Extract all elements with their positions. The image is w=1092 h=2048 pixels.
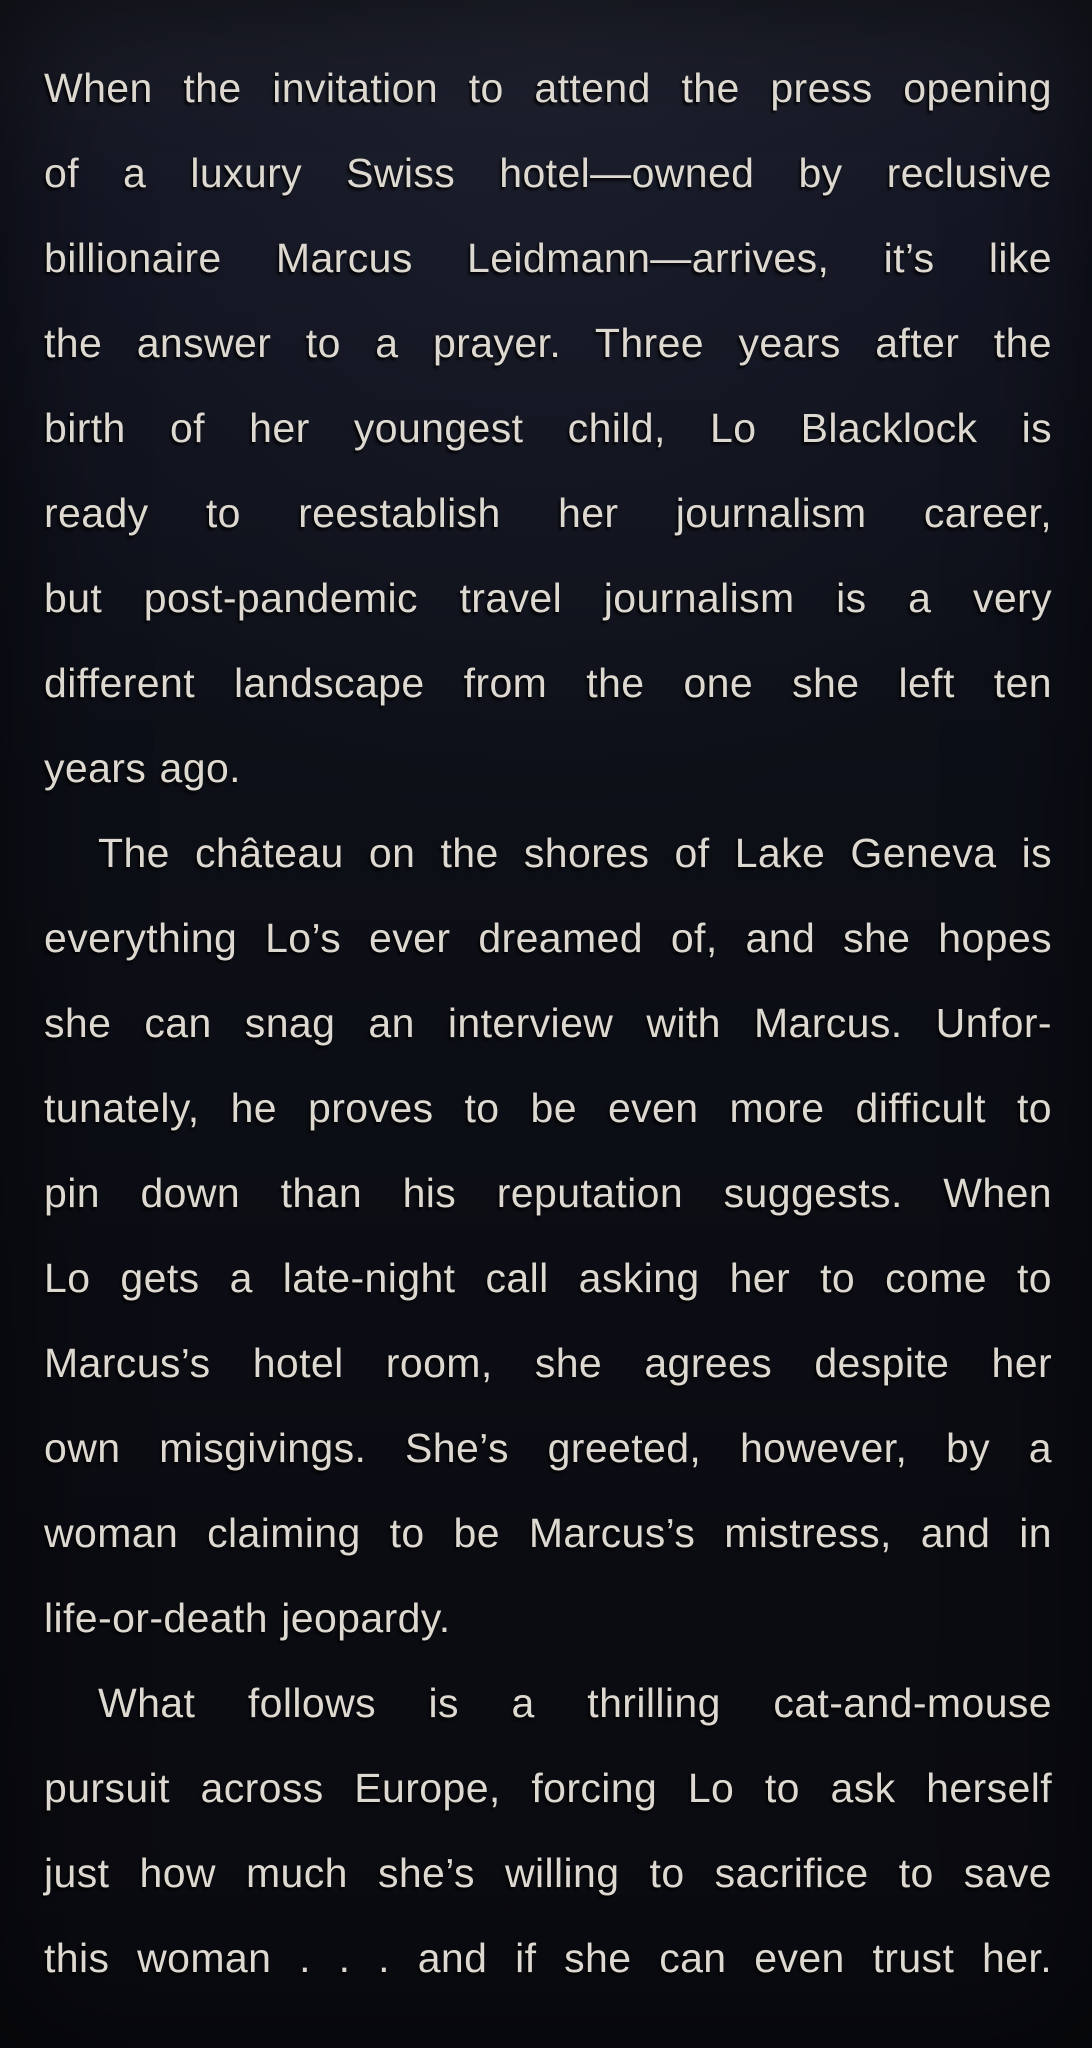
- text-line: life-or-death jeopardy.: [44, 1595, 451, 1641]
- text-line: billionaire Marcus Leidmann—arrives, it’s like: [44, 235, 1052, 281]
- text-line: the answer to a prayer. Three years after the: [44, 320, 1052, 366]
- paragraph-1: [44, 46, 1052, 811]
- text-line: different landscape from the one she left ten: [44, 660, 1052, 706]
- text-line: own misgivings. She’s greeted, however, by a: [44, 1425, 1052, 1471]
- text-line: pursuit across Europe, forcing Lo to ask herself: [44, 1765, 1052, 1811]
- paragraph-3: [44, 1661, 1052, 2001]
- paragraph-2: [44, 811, 1052, 1661]
- text-line: pin down than his reputation suggests. When: [44, 1170, 1052, 1216]
- text-line: Lo gets a late-night call asking her to come to: [44, 1255, 1052, 1301]
- text-line: When the invitation to attend the press opening: [44, 65, 1052, 111]
- text-line: woman claiming to be Marcus’s mistress, and in: [44, 1510, 1052, 1556]
- text-line: The château on the shores of Lake Geneva is: [98, 830, 1052, 876]
- text-line: years ago.: [44, 745, 241, 791]
- text-line: this woman . . . and if she can even trust her.: [44, 1935, 1052, 1981]
- text-line: What follows is a thrilling cat-and-mouse: [98, 1680, 1052, 1726]
- text-line: she can snag an interview with Marcus. Unfor-: [44, 1000, 1052, 1046]
- text-line: just how much she’s willing to sacrifice to save: [44, 1850, 1052, 1896]
- text-line: ready to reestablish her journalism career,: [44, 490, 1052, 536]
- text-line: tunately, he proves to be even more difficult to: [44, 1085, 1052, 1131]
- text-line: everything Lo’s ever dreamed of, and she hopes: [44, 915, 1052, 961]
- text-line: of a luxury Swiss hotel—owned by reclusive: [44, 150, 1052, 196]
- text-line: birth of her youngest child, Lo Blacklock is: [44, 405, 1052, 451]
- text-line: Marcus’s hotel room, she agrees despite her: [44, 1340, 1052, 1386]
- synopsis-text-block: [44, 46, 1052, 2001]
- text-line: but post-pandemic travel journalism is a very: [44, 575, 1052, 621]
